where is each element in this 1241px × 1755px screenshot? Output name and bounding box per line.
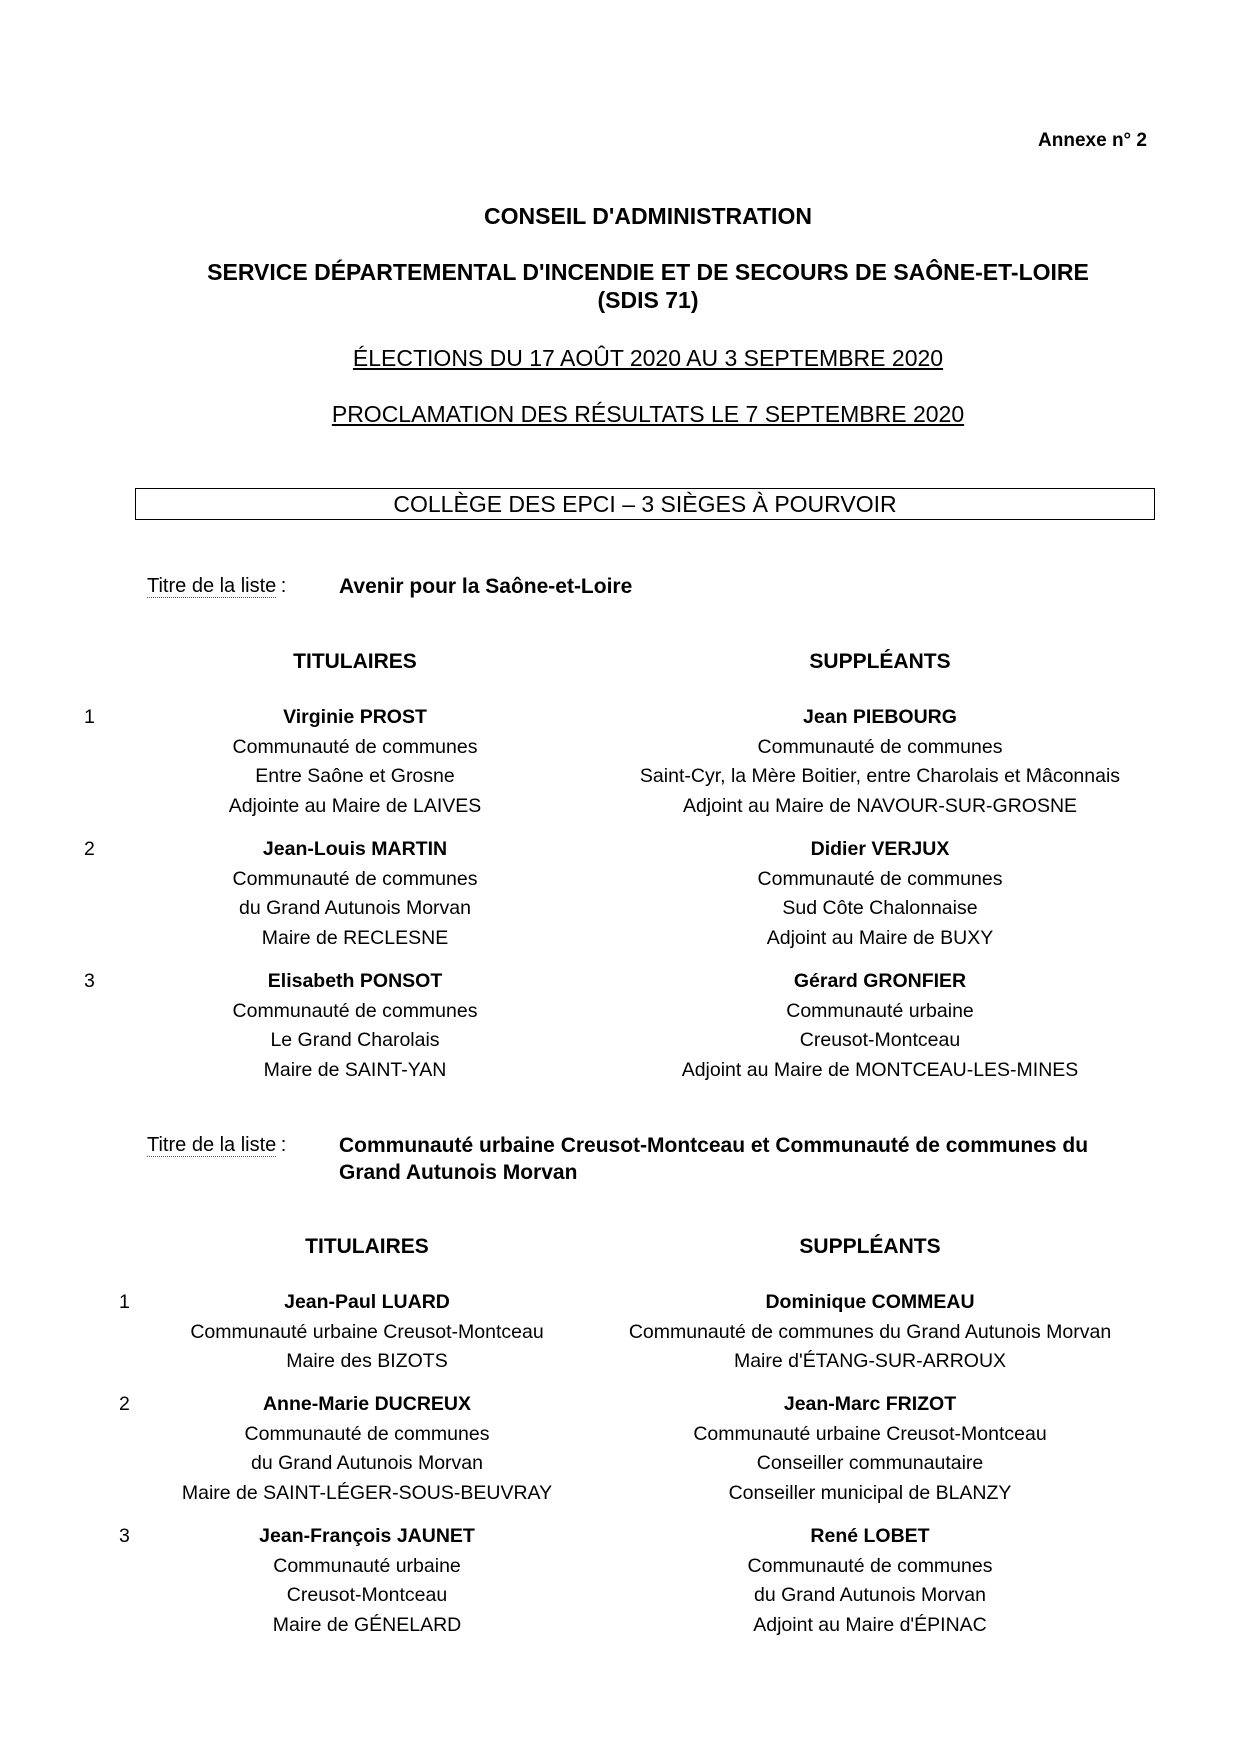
candidate-detail: Adjoint au Maire de BUXY bbox=[766, 926, 994, 949]
candidate-detail: Conseiller municipal de BLANZY bbox=[728, 1481, 1012, 1504]
candidate-detail: du Grand Autunois Morvan bbox=[251, 1452, 483, 1474]
candidate-detail: Communauté urbaine Creusot-Montceau bbox=[190, 1320, 544, 1343]
candidate-name: Virginie PROST bbox=[283, 706, 427, 728]
suppleant-entry bbox=[580, 835, 1180, 953]
candidate-detail: Communauté urbaine bbox=[786, 999, 974, 1022]
candidate-detail: du Grand Autunois Morvan bbox=[239, 897, 471, 919]
candidate-name: Jean-François JAUNET bbox=[259, 1525, 475, 1547]
elections-dates: ÉLECTIONS DU 17 AOÛT 2020 AU 3 SEPTEMBRE 2020 bbox=[352, 345, 944, 371]
annex-label: Annexe n° 2 bbox=[1038, 130, 1147, 151]
candidate-detail: Communauté de communes bbox=[747, 1554, 993, 1577]
titulaire-entry bbox=[157, 1390, 577, 1508]
titre-label: Titre de la liste bbox=[147, 575, 277, 597]
candidate-detail: Saint-Cyr, la Mère Boitier, entre Charolais et Mâconnais bbox=[639, 765, 1121, 787]
candidate-name: Jean-Paul LUARD bbox=[284, 1291, 450, 1313]
suppleant-entry bbox=[580, 1390, 1160, 1508]
candidate-detail: Communauté de communes bbox=[757, 735, 1003, 758]
candidate-detail: Communauté de communes bbox=[232, 735, 478, 758]
list-2-suppleants-header: SUPPLÉANTS bbox=[799, 1235, 941, 1258]
row-number: 3 bbox=[84, 970, 95, 992]
titre-colon: : bbox=[280, 1134, 287, 1156]
titulaire-entry bbox=[155, 835, 555, 953]
list-2-titulaires-header: TITULAIRES bbox=[305, 1235, 429, 1258]
candidate-detail: Maire de RECLESNE bbox=[261, 926, 449, 949]
list-1-title-label bbox=[147, 575, 286, 598]
candidate-detail: du Grand Autunois Morvan bbox=[754, 1584, 986, 1606]
candidate-name: René LOBET bbox=[810, 1525, 930, 1547]
service-title-line2: (SDIS 71) bbox=[597, 287, 699, 313]
candidate-detail: Communauté de communes bbox=[232, 867, 478, 890]
service-title-line1: SERVICE DÉPARTEMENTAL D'INCENDIE ET DE SECOURS DE SAÔNE-ET-LOIRE bbox=[207, 259, 1089, 285]
candidate-detail: Adjoint au Maire de NAVOUR-SUR-GROSNE bbox=[682, 794, 1078, 817]
proclamation-date: PROCLAMATION DES RÉSULTATS LE 7 SEPTEMBRE 2020 bbox=[331, 401, 965, 427]
candidate-detail: Maire de SAINT-YAN bbox=[263, 1058, 447, 1081]
college-box: COLLÈGE DES EPCI – 3 SIÈGES À POURVOIR bbox=[135, 488, 1155, 520]
candidate-detail: Sud Côte Chalonnaise bbox=[782, 897, 978, 919]
list-1-title-line1: Avenir pour la Saône-et-Loire bbox=[339, 575, 633, 598]
candidate-name: Jean-Louis MARTIN bbox=[262, 838, 448, 860]
row-number: 1 bbox=[119, 1291, 130, 1313]
candidate-name: Gérard GRONFIER bbox=[793, 970, 967, 992]
candidate-detail: Adjoint au Maire de MONTCEAU-LES-MINES bbox=[681, 1058, 1079, 1081]
candidate-detail: Maire des BIZOTS bbox=[286, 1350, 448, 1372]
candidate-detail: Maire de SAINT-LÉGER-SOUS-BEUVRAY bbox=[181, 1481, 553, 1504]
list-2-title-line2: Grand Autunois Morvan bbox=[339, 1161, 578, 1184]
council-title: CONSEIL D'ADMINISTRATION bbox=[484, 203, 812, 229]
candidate-detail: Communauté urbaine Creusot-Montceau bbox=[693, 1422, 1047, 1445]
row-number: 1 bbox=[84, 706, 95, 728]
row-number: 3 bbox=[119, 1525, 130, 1547]
candidate-detail: Communauté urbaine bbox=[273, 1554, 461, 1577]
service-title bbox=[0, 258, 1241, 314]
list-1-title bbox=[339, 573, 1179, 600]
candidate-detail: Adjointe au Maire de LAIVES bbox=[228, 794, 482, 817]
titre-colon: : bbox=[280, 575, 287, 597]
candidate-detail: Creusot-Montceau bbox=[286, 1584, 448, 1606]
candidate-detail: Le Grand Charolais bbox=[270, 1029, 440, 1051]
candidate-detail: Communauté de communes bbox=[244, 1422, 490, 1445]
list-2-title bbox=[339, 1132, 1199, 1186]
candidate-detail: Conseiller communautaire bbox=[756, 1452, 984, 1474]
candidate-detail: Adjoint au Maire d'ÉPINAC bbox=[753, 1613, 987, 1636]
suppleant-entry bbox=[580, 703, 1180, 821]
titulaire-entry bbox=[155, 967, 555, 1085]
titulaire-entry bbox=[157, 1288, 577, 1377]
candidate-name: Jean-Marc FRIZOT bbox=[783, 1393, 957, 1415]
row-number: 2 bbox=[84, 838, 95, 860]
suppleant-entry bbox=[580, 967, 1180, 1085]
titre-label: Titre de la liste bbox=[147, 1134, 277, 1156]
candidate-detail: Communauté de communes bbox=[232, 999, 478, 1022]
candidate-name: Anne-Marie DUCREUX bbox=[262, 1393, 472, 1415]
list-1-suppleants-header: SUPPLÉANTS bbox=[809, 650, 951, 673]
row-number: 2 bbox=[119, 1393, 130, 1415]
candidate-detail: Entre Saône et Grosne bbox=[255, 765, 455, 787]
candidate-detail: Maire d'ÉTANG-SUR-ARROUX bbox=[733, 1350, 1007, 1372]
candidate-name: Jean PIEBOURG bbox=[803, 706, 957, 728]
candidate-detail: Communauté de communes du Grand Autunois Morvan bbox=[628, 1320, 1112, 1343]
list-2-title-label bbox=[147, 1134, 286, 1157]
titulaire-entry bbox=[155, 703, 555, 821]
candidate-detail: Maire de GÉNELARD bbox=[272, 1613, 462, 1636]
candidate-detail: Creusot-Montceau bbox=[799, 1029, 961, 1051]
candidate-name: Elisabeth PONSOT bbox=[267, 970, 443, 992]
suppleant-entry bbox=[580, 1288, 1160, 1377]
list-2-title-line1: Communauté urbaine Creusot-Montceau et Communauté de communes du bbox=[339, 1134, 1089, 1157]
candidate-name: Didier VERJUX bbox=[810, 838, 950, 860]
candidate-name: Dominique COMMEAU bbox=[765, 1291, 975, 1313]
suppleant-entry bbox=[580, 1522, 1160, 1640]
candidate-detail: Communauté de communes bbox=[757, 867, 1003, 890]
titulaire-entry bbox=[157, 1522, 577, 1640]
list-1-titulaires-header: TITULAIRES bbox=[293, 650, 417, 673]
